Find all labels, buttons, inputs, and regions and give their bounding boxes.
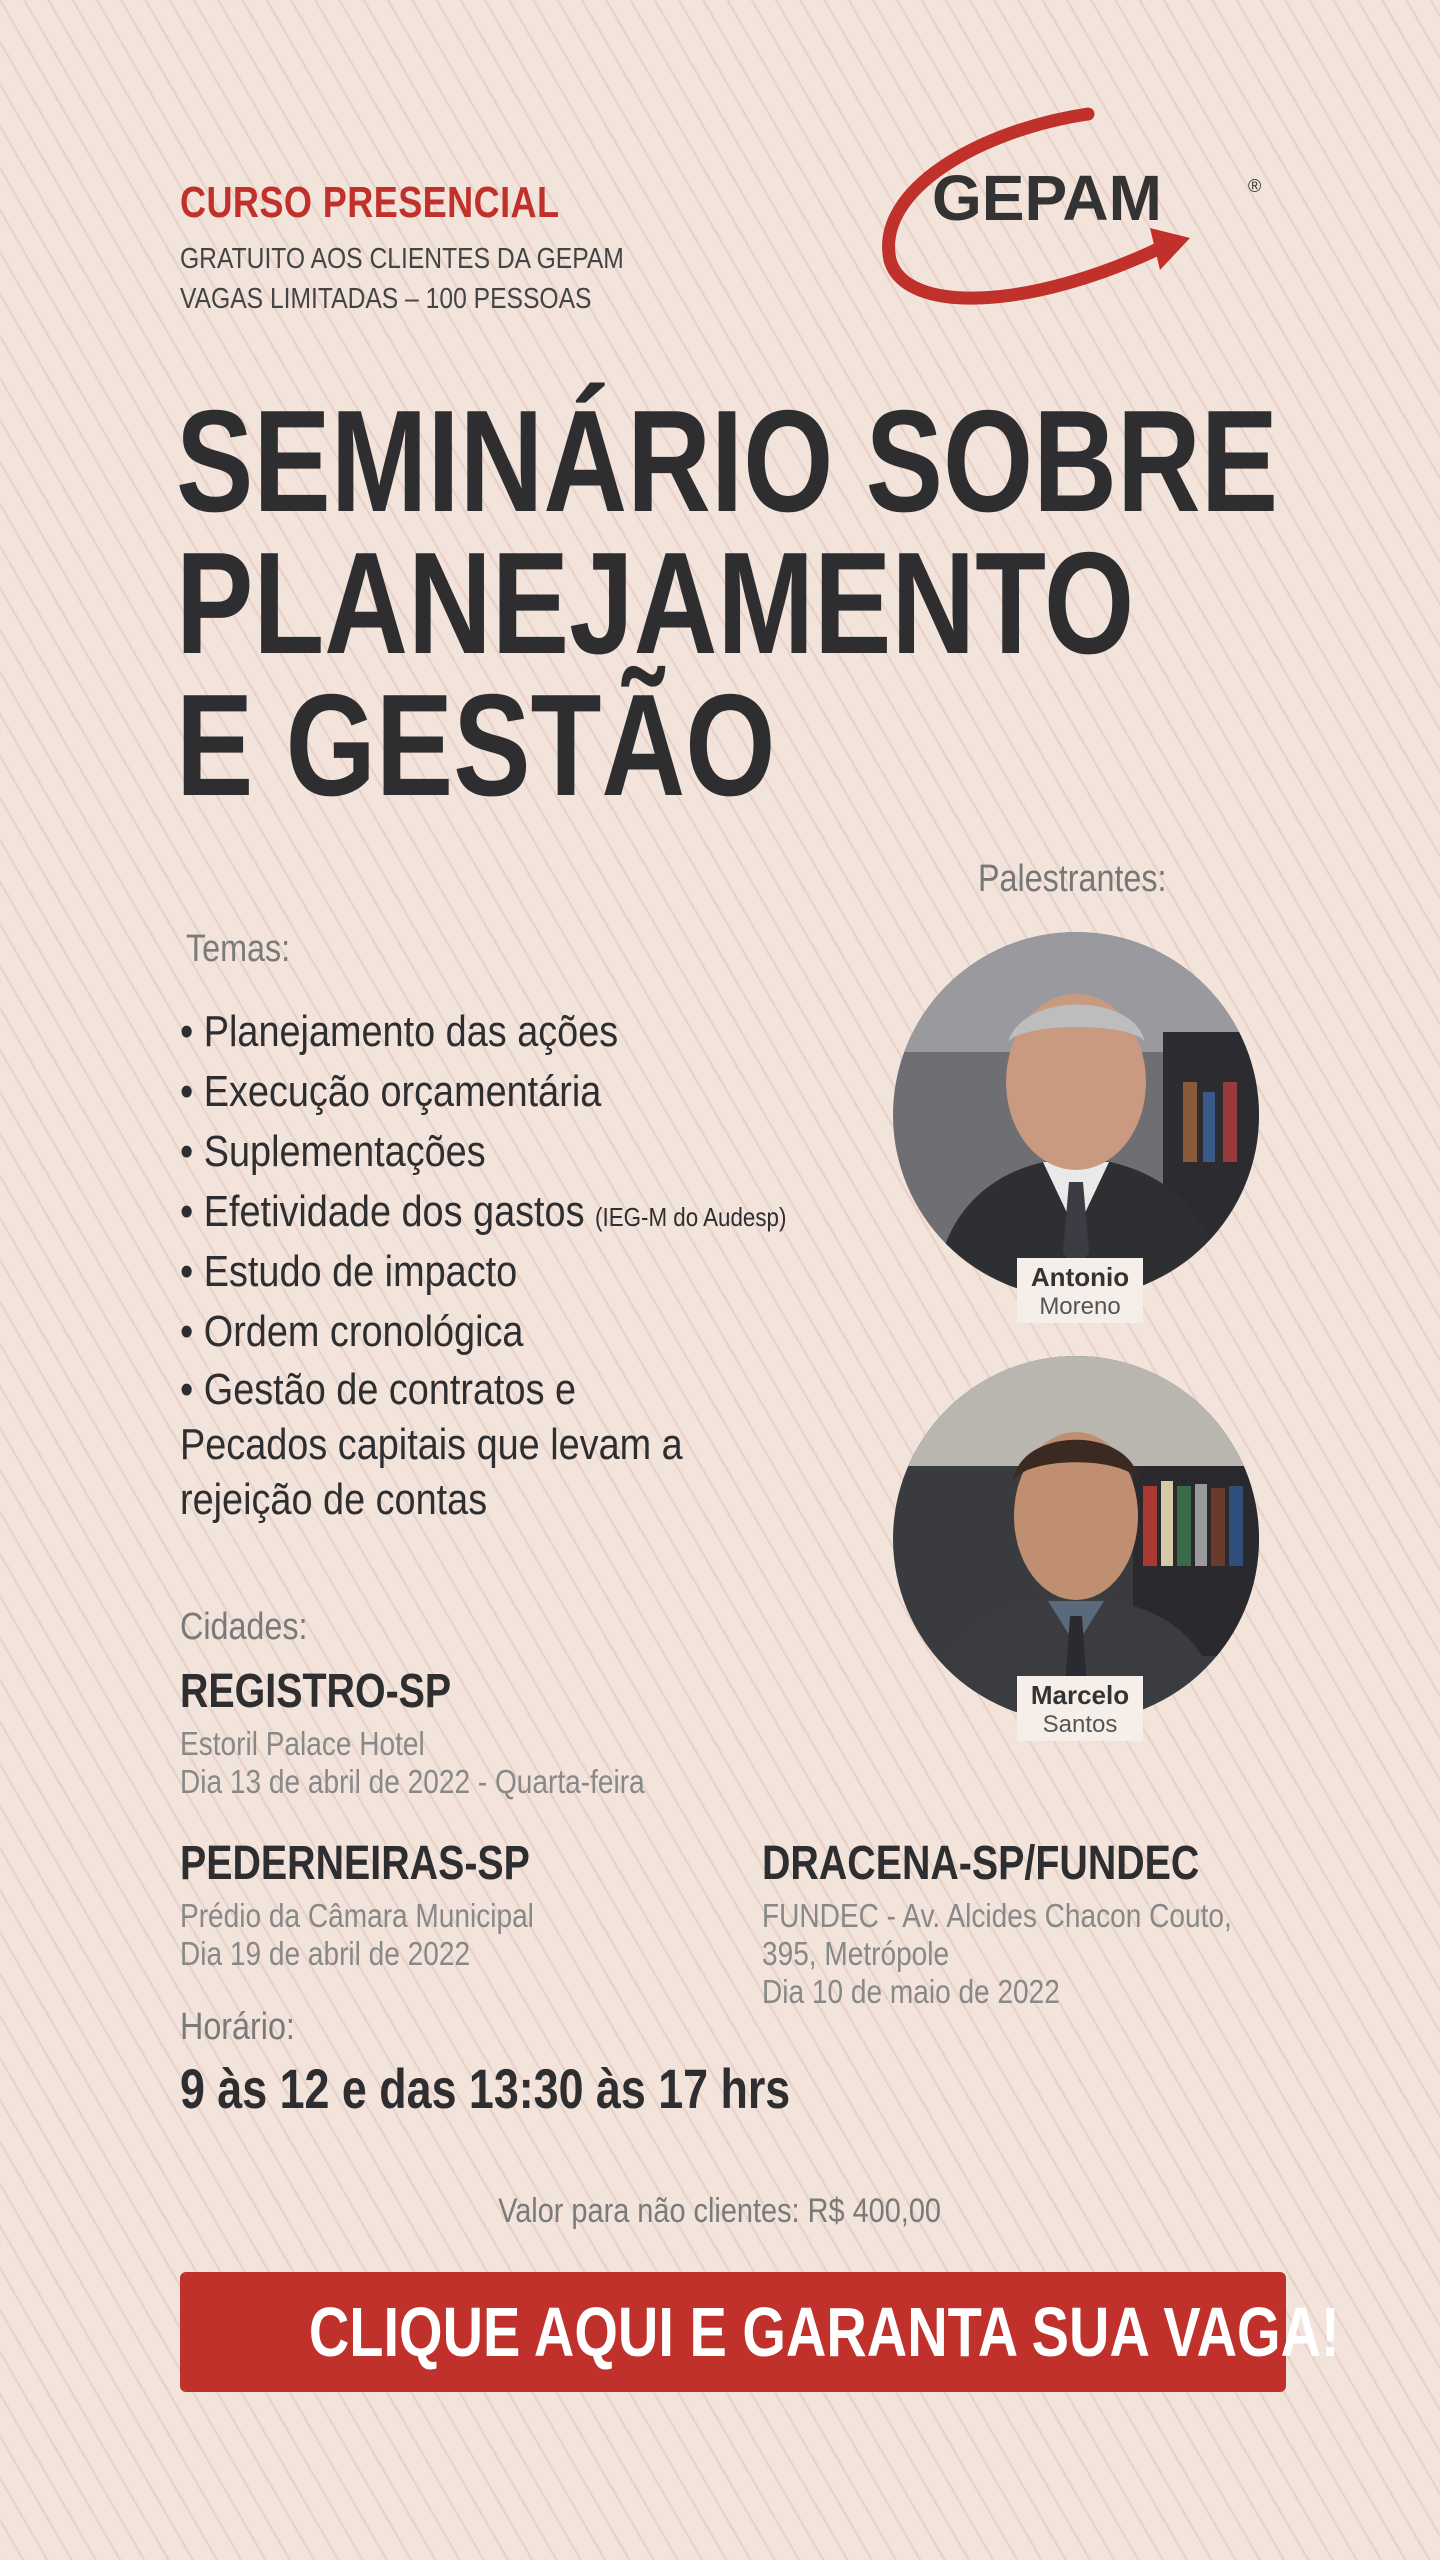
register-cta-button[interactable]: CLIQUE AQUI E GARANTA SUA VAGA! <box>180 2272 1286 2392</box>
list-item: • Estudo de impacto <box>180 1247 518 1296</box>
city-registro <box>180 1664 727 1801</box>
topics-list <box>180 1002 880 1527</box>
speaker-photo <box>893 932 1259 1298</box>
cities-label: Cidades: <box>180 1606 308 1648</box>
list-item: • Execução orçamentária <box>180 1067 602 1116</box>
list-item: • Planejamento das ações <box>180 1007 619 1056</box>
list-item: • Efetividade dos gastos (IEG-M do Audesp) <box>180 1187 787 1236</box>
city-details: Prédio da Câmara Municipal Dia 19 de abril de 2022 <box>180 1897 534 1972</box>
seminar-title: SEMINÁRIO SOBRE PLANEJAMENTO E GESTÃO <box>176 380 1279 826</box>
topic-note: (IEG-M do Audesp) <box>595 1202 787 1232</box>
city-details: Estoril Palace Hotel Dia 13 de abril de 2022 - Quarta-feira <box>180 1725 645 1800</box>
speakers-label: Palestrantes: <box>978 858 1167 900</box>
schedule-label: Horário: <box>180 2006 295 2048</box>
speaker-antonio <box>893 932 1259 1320</box>
course-type-label: CURSO PRESENCIAL <box>180 178 560 227</box>
city-name: PEDERNEIRAS-SP <box>180 1837 530 1890</box>
list-item: • Ordem cronológica <box>180 1307 524 1356</box>
city-name: DRACENA-SP/FUNDEC <box>762 1837 1200 1890</box>
speaker-name-tag: Antonio Moreno <box>1017 1258 1143 1323</box>
price-note: Valor para não clientes: R$ 400,00 <box>498 2192 942 2230</box>
topics-label: Temas: <box>186 928 291 970</box>
speaker-name-tag: Marcelo Santos <box>1017 1676 1143 1741</box>
speaker-marcelo <box>893 1356 1259 1738</box>
free-for-clients-note: GRATUITO AOS CLIENTES DA GEPAM <box>180 243 624 275</box>
gepam-logo <box>860 100 1280 330</box>
city-details: FUNDEC - Av. Alcides Chacon Couto, 395, Metrópole Dia 10 de maio de 2022 <box>762 1897 1232 2010</box>
city-dracena <box>762 1836 1315 2011</box>
list-item: • Gestão de contratos e Pecados capitais que levam a rejeição de contas <box>180 1365 683 1524</box>
list-item: • Suplementações <box>180 1127 486 1176</box>
svg-text:®: ® <box>1248 176 1262 196</box>
city-name: REGISTRO-SP <box>180 1665 452 1718</box>
svg-text:GEPAM: GEPAM <box>932 162 1162 234</box>
limited-seats-note: VAGAS LIMITADAS – 100 PESSOAS <box>180 283 592 315</box>
speaker-photo <box>893 1356 1259 1722</box>
schedule-value: 9 às 12 e das 13:30 às 17 hrs <box>180 2057 791 2120</box>
city-pederneiras <box>180 1836 607 1973</box>
